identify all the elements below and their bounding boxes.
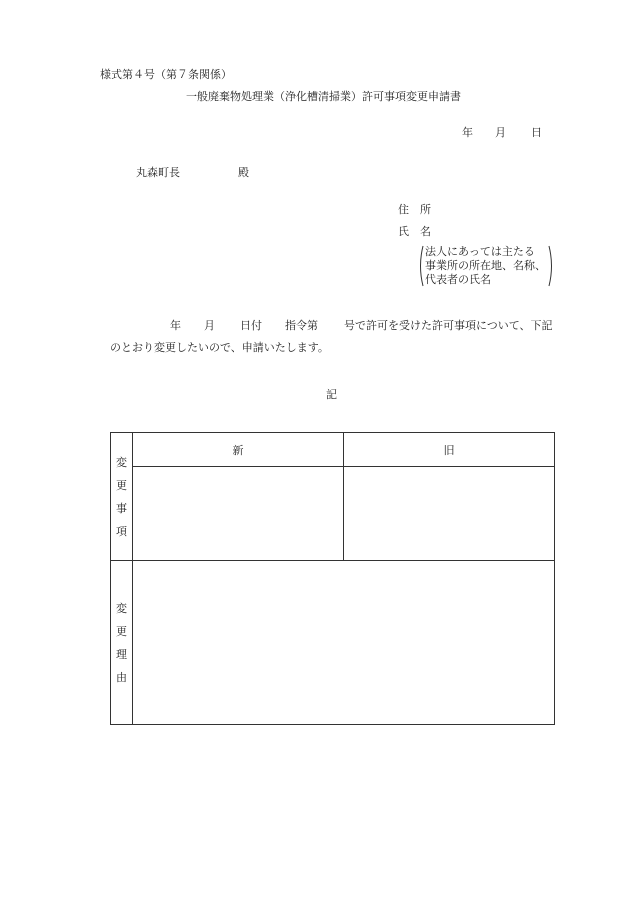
body-year-label: 年	[170, 319, 181, 332]
ki-heading: 記	[326, 388, 337, 401]
body-text-line-1: 号で許可を受けた許可事項について、下記	[344, 319, 553, 332]
date-year-label: 年	[462, 126, 473, 139]
change-table	[110, 432, 555, 725]
body-date-label: 日付	[240, 319, 262, 332]
corporation-note	[418, 245, 554, 287]
new-header: 新	[133, 433, 344, 467]
body-text-line-2: のとおり変更したいので、申請いたします。	[110, 341, 329, 354]
change-reason-label: 変 更 理 由	[111, 561, 133, 725]
corp-note-line-1: 法人にあっては主たる	[425, 245, 535, 258]
address-label: 住 所	[398, 203, 431, 216]
addressee-honorific: 殿	[238, 166, 249, 179]
corp-note-line-3: 代表者の氏名	[425, 273, 491, 286]
change-reason-cell[interactable]	[133, 561, 555, 725]
old-header: 旧	[344, 433, 555, 467]
form-number: 様式第４号（第７条関係）	[100, 68, 232, 81]
old-value-cell[interactable]	[344, 467, 555, 561]
date-day-label: 日	[531, 126, 542, 139]
document-title: 一般廃棄物処理業（浄化槽清掃業）許可事項変更申請書	[186, 90, 461, 103]
permit-number-prefix: 指令第	[285, 319, 318, 332]
left-paren-icon	[418, 245, 424, 287]
addressee-name: 丸森町長	[136, 166, 180, 179]
name-label: 氏 名	[398, 225, 431, 238]
date-month-label: 月	[495, 126, 506, 139]
new-value-cell[interactable]	[133, 467, 344, 561]
body-month-label: 月	[204, 319, 215, 332]
change-items-label: 変 更 事 項	[111, 433, 133, 561]
right-paren-icon	[548, 245, 554, 287]
corp-note-line-2: 事業所の所在地、名称、	[425, 259, 546, 272]
